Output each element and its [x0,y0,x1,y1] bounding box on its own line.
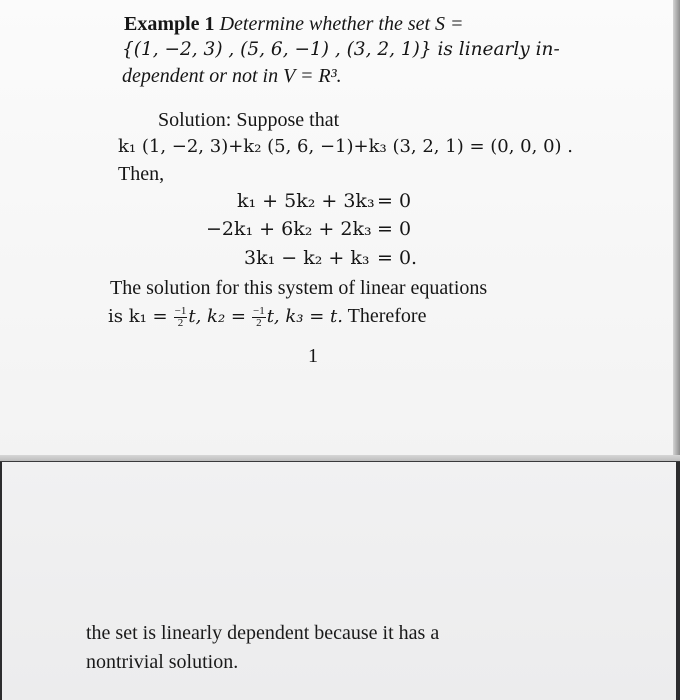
linear-combination: k₁ (1, −2, 3)+k₂ (5, 6, −1)+k₃ (3, 2, 1) = (0, 0, 0) . [118,136,573,157]
example-text-1: Determine whether the set S = [219,13,464,35]
equation-1-rhs: = 0 [377,190,412,212]
example-label: Example 1 [124,13,215,35]
solution-statement-1: The solution for this system of linear equations [110,277,488,299]
then-label: Then, [118,163,165,185]
example-line-3: dependent or not in V = R³. [122,65,342,87]
solution-intro: Solution: Suppose that [158,109,340,131]
k3-value: t, k₃ = t. [266,306,343,327]
answer-line-2: nontrivial solution. [86,651,239,673]
equation-2-lhs: −2k₁ + 6k₂ + 2k₃ [206,218,372,240]
answer-line-1: the set is linearly dependent because it has a [86,622,440,644]
card-right-edge [676,462,680,700]
page-edge [673,0,680,460]
equation-3-rhs: = 0. [377,247,418,269]
fraction-minus-half-2: $\frac{-1}{2}$ [252,304,265,329]
equation-1-lhs: k₁ + 5k₂ + 3k₃ [237,190,375,212]
therefore-word: Therefore [347,305,427,327]
solution-statement-2 [108,304,426,329]
example-line-1 [124,12,464,36]
example-line-2: {(1, −2, 3) , (5, 6, −1) , (3, 2, 1)} is linearly in- [122,39,560,60]
page-number: 1 [308,345,318,367]
equation-3-lhs: 3k₁ − k₂ + k₃ [244,247,370,269]
fraction-minus-half-1: $\frac{-1}{2}$ [174,304,187,329]
page-bottom-edge [0,455,680,461]
equation-2-rhs: = 0 [377,218,412,240]
k1-value-prefix: is k₁ = [108,306,168,327]
k2-value-prefix: t, k₂ = [188,306,246,327]
